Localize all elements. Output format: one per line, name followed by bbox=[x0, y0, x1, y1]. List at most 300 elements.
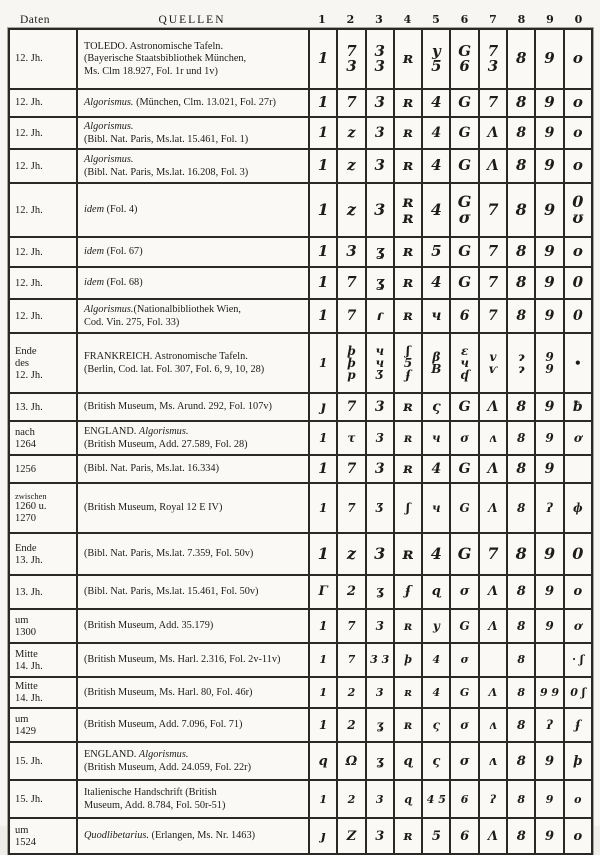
numeral-cell-0: ƀ bbox=[563, 394, 591, 420]
numeral-cell-3: 3 bbox=[365, 456, 393, 482]
numeral-cell-1: 1 bbox=[308, 484, 336, 532]
numeral-cells bbox=[308, 150, 591, 182]
numeral-cell-5: 4 bbox=[421, 644, 449, 676]
numeral-cell-5: 4 bbox=[421, 118, 449, 148]
numeral-cells bbox=[308, 709, 591, 741]
numeral-cell-7: 7 3 bbox=[478, 30, 506, 88]
numeral-cell-3: ч ч Ʒ bbox=[365, 334, 393, 392]
numeral-cell-1: 1 bbox=[308, 709, 336, 741]
numeral-cell-8: 8 bbox=[506, 644, 534, 676]
numeral-cell-9: ʔ bbox=[534, 709, 562, 741]
numeral-cells bbox=[308, 456, 591, 482]
date-cell: 13. Jh. bbox=[15, 401, 43, 413]
numeral-cell-7: Λ bbox=[478, 118, 506, 148]
numeral-cell-6: G bbox=[449, 238, 477, 266]
numeral-cell-5: 4 bbox=[421, 268, 449, 298]
numeral-cells bbox=[308, 644, 591, 676]
numeral-cell-4: ʀ bbox=[393, 534, 421, 574]
header-digit-3: 3 bbox=[375, 13, 384, 26]
numeral-cell-0: ʄ bbox=[563, 709, 591, 741]
numeral-cell-4: ʀ bbox=[393, 709, 421, 741]
numeral-cell-6: G bbox=[449, 118, 477, 148]
numeral-cell-8: 8 bbox=[506, 610, 534, 642]
numeral-cell-6: ε ч ʠ bbox=[449, 334, 477, 392]
numeral-cells bbox=[308, 268, 591, 298]
numeral-cells bbox=[308, 184, 591, 236]
header-digit-8: 8 bbox=[517, 13, 526, 26]
numeral-cell-2: τ bbox=[336, 422, 364, 454]
numeral-cell-9: 9 bbox=[534, 819, 562, 853]
numeral-cell-6: 6 bbox=[449, 300, 477, 332]
date-cell: nach 1264 bbox=[15, 426, 36, 450]
numeral-cell-0: þ bbox=[563, 743, 591, 779]
numeral-cell-5: 4 bbox=[421, 678, 449, 707]
numeral-cell-4: ʀ bbox=[393, 90, 421, 116]
numeral-cell-7: ʌ bbox=[478, 422, 506, 454]
source-cell: (British Museum, Add. 7.096, Fol. 71) bbox=[76, 709, 308, 741]
source-cell: Algorismus.(Nationalbibliothek Wien, Cod. Vin. 275, Fol. 33) bbox=[76, 300, 308, 332]
numeral-cells bbox=[308, 90, 591, 116]
numeral-cell-8: 8 bbox=[506, 30, 534, 88]
header-digit-6: 6 bbox=[460, 13, 469, 26]
numeral-cell-3: 3 bbox=[365, 150, 393, 182]
numeral-cell-7: 7 bbox=[478, 268, 506, 298]
numeral-cell-4: þ bbox=[393, 644, 421, 676]
numeral-cell-9: 9 bbox=[534, 534, 562, 574]
numeral-cell-2: 7 bbox=[336, 610, 364, 642]
numerals-table bbox=[8, 28, 593, 855]
numeral-cell-7: 7 bbox=[478, 184, 506, 236]
date-cell: um 1524 bbox=[15, 824, 36, 848]
numeral-cell-1: 1 bbox=[308, 150, 336, 182]
numeral-cell-3: Ʒ bbox=[365, 484, 393, 532]
numeral-cell-7: Λ bbox=[478, 394, 506, 420]
numeral-cell-0: o bbox=[563, 30, 591, 88]
numeral-cell-7: Λ bbox=[478, 456, 506, 482]
table-row bbox=[10, 676, 591, 707]
numeral-cell-5: 4 bbox=[421, 150, 449, 182]
numeral-cell-0: • bbox=[563, 334, 591, 392]
numeral-cell-4: ʀ bbox=[393, 456, 421, 482]
source-cell: Algorismus. (Bibl. Nat. Paris, Ms.lat. 15.461, Fol. 1) bbox=[76, 118, 308, 148]
numeral-cells bbox=[308, 30, 591, 88]
numeral-cell-2: 7 bbox=[336, 456, 364, 482]
numeral-cell-2: 2 bbox=[336, 781, 364, 817]
numeral-cell-1: 1 bbox=[308, 534, 336, 574]
numeral-cell-1: 1 bbox=[308, 300, 336, 332]
date-cell: um 1300 bbox=[15, 614, 36, 638]
date-cell: 13. Jh. bbox=[15, 586, 43, 598]
date-cell: 15. Jh. bbox=[15, 793, 43, 805]
numeral-cells bbox=[308, 484, 591, 532]
numeral-cell-8: 8 bbox=[506, 678, 534, 707]
numeral-cell-4: ʀ bbox=[393, 678, 421, 707]
numeral-cell-5: 5 bbox=[421, 238, 449, 266]
source-cell: (British Museum, Royal 12 E IV) bbox=[76, 484, 308, 532]
numeral-cell-4: ʀ bbox=[393, 268, 421, 298]
numeral-cells bbox=[308, 576, 591, 608]
numeral-cell-9: 9 bbox=[534, 118, 562, 148]
date-cell: 12. Jh. bbox=[15, 160, 43, 172]
numeral-cell-6: G 6 bbox=[449, 30, 477, 88]
numeral-cell-8: 8 bbox=[506, 268, 534, 298]
table-row bbox=[10, 30, 591, 88]
numeral-cells bbox=[308, 300, 591, 332]
header-digit-0: 0 bbox=[574, 13, 583, 26]
numeral-cell-9: 9 bbox=[534, 184, 562, 236]
source-cell: Quodlibetarius. (Erlangen, Ms. Nr. 1463) bbox=[76, 819, 308, 853]
source-cell: (Bibl. Nat. Paris, Ms.lat. 15.461, Fol. 50v) bbox=[76, 576, 308, 608]
numeral-cell-0: o bbox=[563, 819, 591, 853]
numeral-cell-7: 7 bbox=[478, 534, 506, 574]
numeral-cell-2: 7 bbox=[336, 484, 364, 532]
numeral-cell-9: 9 bbox=[534, 610, 562, 642]
numeral-cell-1: 1 bbox=[308, 422, 336, 454]
numeral-cell-5: 4 bbox=[421, 184, 449, 236]
numeral-cell-3: 3 3 bbox=[365, 644, 393, 676]
numeral-cell-4: ʀ bbox=[393, 422, 421, 454]
numeral-cell-6: 6 bbox=[449, 781, 477, 817]
source-cell: idem (Fol. 67) bbox=[76, 238, 308, 266]
numeral-cell-0: 0 bbox=[563, 268, 591, 298]
numeral-cell-3: 3 bbox=[365, 422, 393, 454]
numeral-cell-3: ɾ bbox=[365, 300, 393, 332]
numeral-cell-1: ȷ bbox=[308, 819, 336, 853]
numeral-cells bbox=[308, 422, 591, 454]
numeral-cell-4: ɋ bbox=[393, 781, 421, 817]
numeral-cell-7: v ѵ bbox=[478, 334, 506, 392]
numeral-cell-1: 1 bbox=[308, 644, 336, 676]
numeral-cell-3: ʓ bbox=[365, 743, 393, 779]
numeral-cell-1: 1 bbox=[308, 184, 336, 236]
header-digit-4: 4 bbox=[403, 13, 412, 26]
table-row bbox=[10, 482, 591, 532]
table-row bbox=[10, 182, 591, 236]
numeral-cell-1: 1 bbox=[308, 238, 336, 266]
table-row bbox=[10, 642, 591, 676]
numeral-cell-2: 2 bbox=[336, 678, 364, 707]
numeral-cell-9: 9 9 bbox=[534, 334, 562, 392]
numeral-cell-3: ʓ bbox=[365, 709, 393, 741]
numeral-cell-6: σ bbox=[449, 743, 477, 779]
numeral-cell-9: 9 bbox=[534, 300, 562, 332]
numeral-cell-7 bbox=[478, 644, 506, 676]
numeral-cell-2: 7 bbox=[336, 644, 364, 676]
numeral-cell-9: 9 bbox=[534, 268, 562, 298]
numeral-cell-5: 4 bbox=[421, 534, 449, 574]
numeral-cell-1: 1 bbox=[308, 30, 336, 88]
table-row bbox=[10, 266, 591, 298]
numeral-cell-5: β B bbox=[421, 334, 449, 392]
numeral-cell-0: ơ bbox=[563, 610, 591, 642]
numeral-cells bbox=[308, 819, 591, 853]
source-cell: (British Museum, Ms. Harl. 80, Fol. 46r) bbox=[76, 678, 308, 707]
numeral-cell-2: 3 bbox=[336, 238, 364, 266]
numeral-cell-7: Λ bbox=[478, 819, 506, 853]
numeral-cell-7: Λ bbox=[478, 610, 506, 642]
numeral-cell-1: 1 bbox=[308, 610, 336, 642]
source-cell: Algorismus. (München, Clm. 13.021, Fol. 27r) bbox=[76, 90, 308, 116]
date-cell: 1256 bbox=[15, 463, 36, 475]
date-cell: 12. Jh. bbox=[15, 310, 43, 322]
numeral-cell-1: 1 bbox=[308, 456, 336, 482]
numeral-cell-1: 1 bbox=[308, 118, 336, 148]
numeral-cell-2: 7 bbox=[336, 90, 364, 116]
date-cell: Ende 13. Jh. bbox=[15, 542, 43, 566]
numeral-cell-8: 8 bbox=[506, 576, 534, 608]
numeral-cell-7: Λ bbox=[478, 150, 506, 182]
numeral-cell-0: o bbox=[563, 90, 591, 116]
numeral-cell-2: 2 bbox=[336, 709, 364, 741]
numeral-cells bbox=[308, 610, 591, 642]
numeral-cell-6: σ bbox=[449, 709, 477, 741]
numeral-cells bbox=[308, 678, 591, 707]
source-cell: (British Museum, Ms. Harl. 2.316, Fol. 2v-11v) bbox=[76, 644, 308, 676]
numeral-cell-7: Λ bbox=[478, 678, 506, 707]
numeral-cell-4: ʀ bbox=[393, 30, 421, 88]
numeral-cell-8: 8 bbox=[506, 238, 534, 266]
source-cell: ENGLAND. Algorismus. (British Museum, Add. 24.059, Fol. 22r) bbox=[76, 743, 308, 779]
table-row bbox=[10, 420, 591, 454]
numeral-cell-9: ʔ bbox=[534, 484, 562, 532]
numeral-cell-2: Ω bbox=[336, 743, 364, 779]
numeral-cell-4: ʃ 5 ʄ bbox=[393, 334, 421, 392]
numeral-cell-0: o bbox=[563, 238, 591, 266]
table-row bbox=[10, 236, 591, 266]
header-digit-1: 1 bbox=[318, 13, 327, 26]
numeral-cell-5: ч bbox=[421, 422, 449, 454]
numeral-cell-6: σ bbox=[449, 644, 477, 676]
numeral-cell-8: 8 bbox=[506, 709, 534, 741]
numeral-cells bbox=[308, 334, 591, 392]
numeral-cell-7: Λ bbox=[478, 484, 506, 532]
numeral-cell-7: 7 bbox=[478, 238, 506, 266]
header-digit-9: 9 bbox=[546, 13, 555, 26]
numeral-cell-3: ʓ bbox=[365, 238, 393, 266]
numeral-cell-4: ʀ ʀ bbox=[393, 184, 421, 236]
numeral-cell-9: 9 bbox=[534, 743, 562, 779]
numeral-cell-8: 8 bbox=[506, 743, 534, 779]
numeral-cell-8: 8 bbox=[506, 484, 534, 532]
header-quellen: QUELLEN bbox=[158, 14, 226, 26]
numeral-cell-8: 8 bbox=[506, 534, 534, 574]
date-cell: zwischen 1260 u. 1270 bbox=[15, 490, 47, 525]
numeral-cell-8: 8 bbox=[506, 781, 534, 817]
table-row bbox=[10, 454, 591, 482]
numeral-cell-4: ʀ bbox=[393, 300, 421, 332]
source-cell: Algorismus. (Bibl. Nat. Paris, Ms.lat. 16.208, Fol. 3) bbox=[76, 150, 308, 182]
numeral-cell-9: 9 bbox=[534, 422, 562, 454]
numeral-cells bbox=[308, 394, 591, 420]
table-row bbox=[10, 148, 591, 182]
date-cell: 12. Jh. bbox=[15, 53, 43, 65]
header-digit-2: 2 bbox=[346, 13, 355, 26]
date-cell: 12. Jh. bbox=[15, 246, 43, 258]
numeral-cell-4: ʀ bbox=[393, 394, 421, 420]
numeral-cell-2: z bbox=[336, 184, 364, 236]
numeral-cell-9 bbox=[534, 644, 562, 676]
numeral-cell-9: 9 bbox=[534, 576, 562, 608]
numeral-cell-5: ς bbox=[421, 743, 449, 779]
table-row bbox=[10, 817, 591, 853]
numeral-cell-5: ς bbox=[421, 394, 449, 420]
date-cell: 12. Jh. bbox=[15, 277, 43, 289]
numeral-cell-9: 9 bbox=[534, 238, 562, 266]
numeral-cell-7: ʌ bbox=[478, 709, 506, 741]
numeral-cell-0: 0 ʃ bbox=[563, 678, 591, 707]
numeral-cell-4: ʄ bbox=[393, 576, 421, 608]
header-daten: Daten bbox=[20, 14, 50, 26]
numeral-cell-8: 8 bbox=[506, 300, 534, 332]
numeral-cell-1: 1 bbox=[308, 334, 336, 392]
numeral-cell-0: 0 bbox=[563, 534, 591, 574]
numeral-cell-1: Γ bbox=[308, 576, 336, 608]
numeral-cell-2: z bbox=[336, 534, 364, 574]
numeral-cell-5: 5 bbox=[421, 819, 449, 853]
numeral-cell-5: 4 bbox=[421, 456, 449, 482]
numeral-cell-7: 7 bbox=[478, 90, 506, 116]
numeral-cell-8: 8 bbox=[506, 394, 534, 420]
numeral-cell-7: ʌ bbox=[478, 743, 506, 779]
numeral-cell-6: G bbox=[449, 268, 477, 298]
source-cell: FRANKREICH. Astronomische Tafeln. (Berlin, Cod. lat. Fol. 307, Fol. 6, 9, 10, 28) bbox=[76, 334, 308, 392]
numeral-cell-6: σ bbox=[449, 576, 477, 608]
numeral-cell-4: ɋ bbox=[393, 743, 421, 779]
numeral-cell-5: ч bbox=[421, 484, 449, 532]
numeral-cell-3: 3 bbox=[365, 610, 393, 642]
numeral-cell-4: ʀ bbox=[393, 118, 421, 148]
numeral-cell-9: 9 bbox=[534, 90, 562, 116]
numeral-cell-0: ɸ bbox=[563, 484, 591, 532]
numeral-cell-5: ς bbox=[421, 709, 449, 741]
source-cell: TOLEDO. Astronomische Tafeln. (Bayerische Staatsbibliothek München, Ms. Clm 18.927, Fol. 1r und 1v) bbox=[76, 30, 308, 88]
source-cell: idem (Fol. 68) bbox=[76, 268, 308, 298]
numeral-cell-8: 8 bbox=[506, 422, 534, 454]
numeral-cell-5: 4 bbox=[421, 90, 449, 116]
numeral-cell-8: ɂ ɂ bbox=[506, 334, 534, 392]
numeral-cell-9: 9 9 bbox=[534, 678, 562, 707]
date-cell: Ende des 12. Jh. bbox=[15, 345, 43, 381]
numeral-cell-3: 3 bbox=[365, 534, 393, 574]
numeral-cell-7: Λ bbox=[478, 576, 506, 608]
numeral-cell-4: ʀ bbox=[393, 819, 421, 853]
numeral-cell-3: 3 bbox=[365, 781, 393, 817]
source-cell: ENGLAND. Algorismus. (British Museum, Add. 27.589, Fol. 28) bbox=[76, 422, 308, 454]
numeral-cell-2: z bbox=[336, 150, 364, 182]
numeral-cell-9: 9 bbox=[534, 30, 562, 88]
numeral-cell-6: σ bbox=[449, 422, 477, 454]
numeral-cell-2: 7 bbox=[336, 268, 364, 298]
numeral-cell-2: 7 bbox=[336, 300, 364, 332]
numeral-cell-0: 0 ʊ bbox=[563, 184, 591, 236]
numeral-cell-6: G bbox=[449, 150, 477, 182]
numeral-cell-3: 3 bbox=[365, 394, 393, 420]
numeral-cell-4: ʀ bbox=[393, 150, 421, 182]
numeral-cell-5: 4 5 bbox=[421, 781, 449, 817]
numeral-cell-9: 9 bbox=[534, 456, 562, 482]
table-row bbox=[10, 741, 591, 779]
numeral-cell-2: 7 3 bbox=[336, 30, 364, 88]
numeral-cell-6: G bbox=[449, 456, 477, 482]
numeral-cell-8: 8 bbox=[506, 456, 534, 482]
numeral-cell-5: y 5 bbox=[421, 30, 449, 88]
numeral-cell-1: q bbox=[308, 743, 336, 779]
numeral-cell-5: y bbox=[421, 610, 449, 642]
date-cell: Mitte 14. Jh. bbox=[15, 648, 43, 672]
numeral-cell-0: · ʃ bbox=[563, 644, 591, 676]
numeral-cell-1: ȷ bbox=[308, 394, 336, 420]
numeral-cell-2: þ þ p bbox=[336, 334, 364, 392]
numeral-cells bbox=[308, 781, 591, 817]
numeral-cell-2: Z bbox=[336, 819, 364, 853]
numeral-cell-6: G bbox=[449, 678, 477, 707]
table-row bbox=[10, 532, 591, 574]
numeral-cell-5: ɋ bbox=[421, 576, 449, 608]
numeral-cells bbox=[308, 534, 591, 574]
table-row bbox=[10, 88, 591, 116]
source-cell: idem (Fol. 4) bbox=[76, 184, 308, 236]
date-cell: 15. Jh. bbox=[15, 755, 43, 767]
header-digit-5: 5 bbox=[432, 13, 441, 26]
numeral-cells bbox=[308, 743, 591, 779]
header-digit-7: 7 bbox=[489, 13, 498, 26]
numeral-cell-3: 3 bbox=[365, 90, 393, 116]
numeral-cell-6: G bbox=[449, 394, 477, 420]
table-row bbox=[10, 332, 591, 392]
numeral-cell-0: o bbox=[563, 150, 591, 182]
numeral-cell-0: o bbox=[563, 118, 591, 148]
source-cell: (British Museum, Add. 35.179) bbox=[76, 610, 308, 642]
numeral-cell-3: 3 bbox=[365, 819, 393, 853]
numeral-cell-6: G bbox=[449, 610, 477, 642]
numeral-cell-6: G bbox=[449, 90, 477, 116]
table-row bbox=[10, 779, 591, 817]
numeral-cell-0: o bbox=[563, 781, 591, 817]
numeral-cell-4: ʀ bbox=[393, 610, 421, 642]
numeral-cell-9: 9 bbox=[534, 394, 562, 420]
numeral-cell-6: G σ bbox=[449, 184, 477, 236]
numeral-cell-4: ʀ bbox=[393, 238, 421, 266]
numeral-cell-1: 1 bbox=[308, 678, 336, 707]
table-row bbox=[10, 116, 591, 148]
numeral-cell-8: 8 bbox=[506, 118, 534, 148]
table-row bbox=[10, 574, 591, 608]
numeral-cell-1: 1 bbox=[308, 90, 336, 116]
source-cell: (Bibl. Nat. Paris, Ms.lat. 16.334) bbox=[76, 456, 308, 482]
numeral-cell-8: 8 bbox=[506, 819, 534, 853]
numeral-cell-6: 6 bbox=[449, 819, 477, 853]
numeral-cell-8: 8 bbox=[506, 184, 534, 236]
numeral-cell-3: 3 bbox=[365, 118, 393, 148]
date-cell: Mitte 14. Jh. bbox=[15, 681, 43, 705]
numeral-cell-4: ʃ bbox=[393, 484, 421, 532]
numeral-cell-3: 3 bbox=[365, 184, 393, 236]
date-cell: 12. Jh. bbox=[15, 204, 43, 216]
numeral-cell-9: 9 bbox=[534, 781, 562, 817]
numeral-cell-2: 7 bbox=[336, 394, 364, 420]
numeral-cell-2: z bbox=[336, 118, 364, 148]
table-row bbox=[10, 707, 591, 741]
numeral-cell-3: 3 3 bbox=[365, 30, 393, 88]
numeral-cell-8: 8 bbox=[506, 150, 534, 182]
numeral-cell-1: 1 bbox=[308, 781, 336, 817]
source-cell: Italienische Handschrift (British Museum, Add. 8.784, Fol. 50r-51) bbox=[76, 781, 308, 817]
numeral-cell-7: ʔ bbox=[478, 781, 506, 817]
numeral-cell-9: 9 bbox=[534, 150, 562, 182]
table-row bbox=[10, 392, 591, 420]
source-cell: (Bibl. Nat. Paris, Ms.lat. 7.359, Fol. 50v) bbox=[76, 534, 308, 574]
numeral-cell-3: ʓ bbox=[365, 576, 393, 608]
